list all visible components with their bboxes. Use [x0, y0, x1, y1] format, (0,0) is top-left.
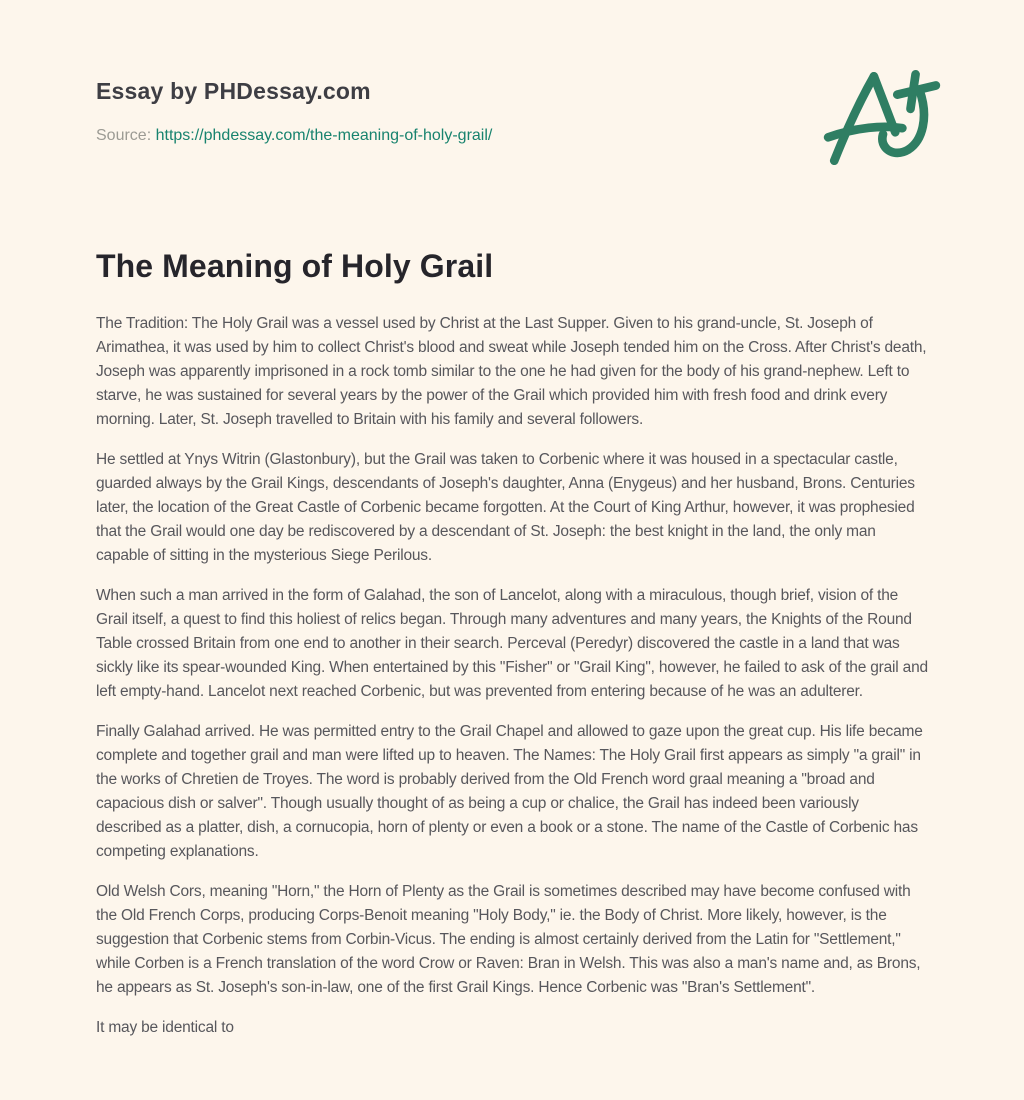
- essay-paragraph: The Tradition: The Holy Grail was a vessel used by Christ at the Last Supper. Given to his grand-uncle, St. Joseph of Arimathea, it was used by him to collect Christ's blood and sweat while Joseph tended him on the Cross. After Christ's death, Joseph was apparently imprisoned in a rock tomb similar to the one he had given for the body of his grand-nephew. Left to starve, he was sustained for several years by the power of the Grail which provided him with fresh food and drink every morning. Later, St. Joseph travelled to Britain with his family and several followers.: [96, 315, 927, 428]
- header-text-block: [96, 76, 492, 145]
- essay-paragraph: Finally Galahad arrived. He was permitted entry to the Grail Chapel and allowed to gaze upon the great cup. His life became complete and together grail and man were lifted up to heaven. The Names: The Holy Grail first appears as simply "a grail" in the works of Chretien de Troyes. The word is probably derived from the Old French word graal meaning a "broad and capacious dish or salver". Though usually thought of as being a cup or chalice, the Grail has indeed been variously described as a platter, dish, a cornucopia, horn of plenty or even a book or a stone. The name of the Castle of Corbenic has competing explanations.: [96, 723, 923, 860]
- source-link[interactable]: https://phdessay.com/the-meaning-of-holy-grail/: [155, 127, 493, 144]
- page-header: [96, 76, 928, 168]
- source-label: Source:: [96, 127, 152, 144]
- essay-paragraph: He settled at Ynys Witrin (Glastonbury), but the Grail was taken to Corbenic where it was housed in a spectacular castle, guarded always by the Grail Kings, descendants of Joseph's daughter, Anna (Enygeus) and her husband, Brons. Centuries later, the location of the Great Castle of Corbenic became forgotten. At the Court of King Arthur, however, it was prophesied that the Grail would one day be rediscovered by a descendant of St. Joseph: the best knight in the land, the only man capable of sitting in the mysterious Siege Perilous.: [96, 451, 915, 564]
- source-line: [96, 127, 492, 145]
- essay-paragraph: Old Welsh Cors, meaning "Horn," the Horn of Plenty as the Grail is sometimes described may have become confused with the Old French Corps, producing Corps-Benoit meaning "Holy Body," ie. the Body of Christ. More likely, however, is the suggestion that Corbenic stems from Corbin-Vicus. The ending is almost certainly derived from the Latin for "Settlement," while Corben is a French translation of the word Crow or Raven: Bran in Welsh. This was also a man's name and, as Brons, he appears as St. Joseph's son-in-law, one of the first Grail Kings. Hence Corbenic was "Bran's Settlement".: [96, 883, 921, 996]
- site-title: Essay by PHDessay.com: [96, 78, 371, 104]
- a-plus-logo-icon: [820, 66, 942, 168]
- essay-paragraph: It may be identical to: [96, 1019, 234, 1036]
- essay-paragraph: When such a man arrived in the form of Galahad, the son of Lancelot, along with a miraculous, though brief, vision of the Grail itself, a quest to find this holiest of relics began. Through many adventures and many years, the Knights of the Round Table crossed Britain from one end to another in their search. Perceval (Peredyr) discovered the castle in a land that was sickly like its spear-wounded King. When entertained by this "Fisher" or "Grail King", however, he failed to ask of the grail and left empty-hand. Lancelot next reached Corbenic, but was prevented from entering because of he was an adulterer.: [96, 587, 928, 700]
- essay-body: [96, 312, 928, 1040]
- article-title: The Meaning of Holy Grail: [96, 248, 494, 284]
